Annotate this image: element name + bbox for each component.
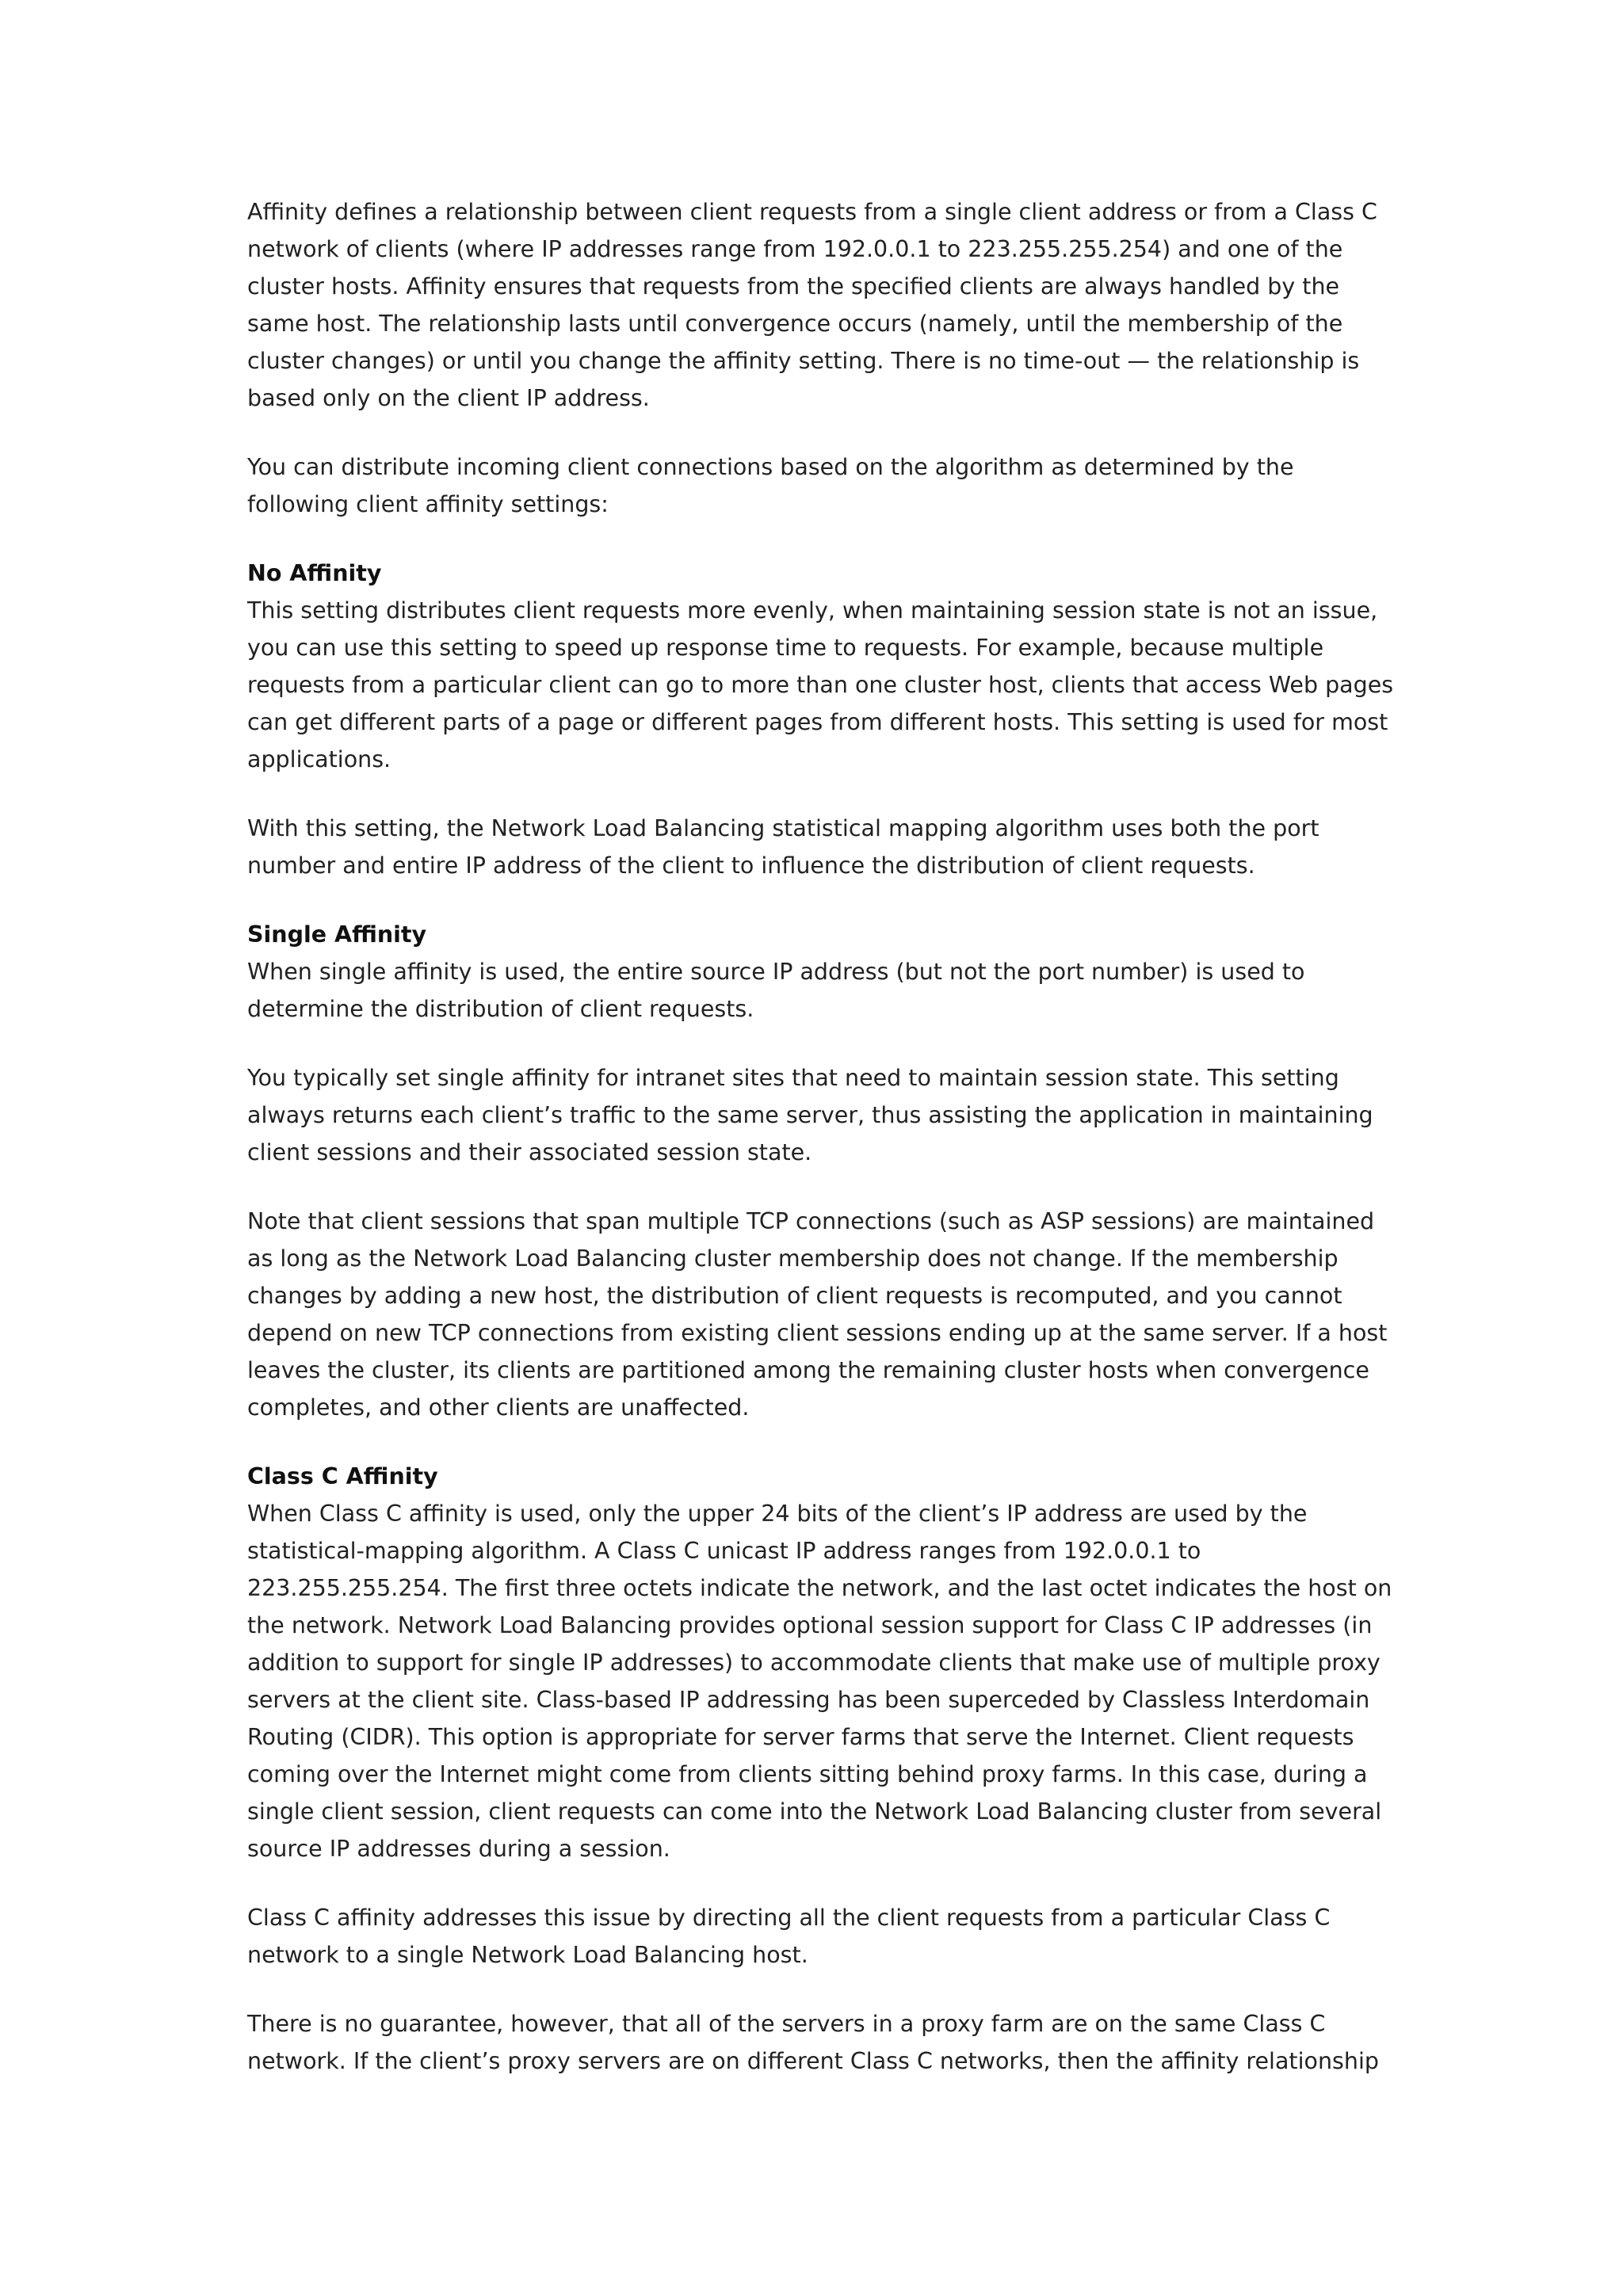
section-heading-no-affinity: No Affinity	[247, 560, 382, 586]
intro-paragraph-1: Affinity defines a relationship between client requests from a single client address or from a Class C network of clients (where IP addresses range from 192.0.0.1 to 223.255.255.254) and one of the cluster hosts. Affinity ensures that requests from the specified clients are always handled by the same host. The relationship lasts until convergence occurs (namely, until the membership of the cluster changes) or until you change the affinity setting. There is no time-out — the relationship is based only on the client IP address.	[247, 199, 1377, 411]
no-affinity-paragraph-1: This setting distributes client requests more evenly, when maintaining session state is not an issue, you can use this setting to speed up response time to requests. For example, because multiple requests from a particular client can go to more than one cluster host, clients that access Web pages can get different parts of a page or different pages from different hosts. This setting is used for most applications.	[247, 597, 1394, 772]
class-c-affinity-paragraph-3: There is no guarantee, however, that all of the servers in a proxy farm are on the same Class C network. If the client’s proxy servers are on different Class C networks, then the affinity relationship	[247, 2011, 1379, 2074]
class-c-affinity-paragraph-1: When Class C affinity is used, only the upper 24 bits of the client’s IP address are used by the statistical-mapping algorithm. A Class C unicast IP address ranges from 192.0.0.1 to 223.255.255.254. The first three octets indicate the network, and the last octet indicates the host on the network. Network Load Balancing provides optional session support for Class C IP addresses (in addition to support for single IP addresses) to accommodate clients that make use of multiple proxy servers at the client site. Class-based IP addressing has been superceded by Classless Interdomain Routing (CIDR). This option is appropriate for server farms that serve the Internet. Client requests coming over the Internet might come from clients sitting behind proxy farms. In this case, during a single client session, client requests can come into the Network Load Balancing cluster from several source IP addresses during a session.	[247, 1501, 1392, 1862]
section-single-affinity	[247, 916, 1395, 1426]
class-c-affinity-paragraph-2: Class C affinity addresses this issue by directing all the client requests from a particular Class C network to a single Network Load Balancing host.	[247, 1905, 1331, 1968]
section-no-affinity	[247, 555, 1395, 884]
single-affinity-paragraph-3: Note that client sessions that span multiple TCP connections (such as ASP sessions) are maintained as long as the Network Load Balancing cluster membership does not change. If the membership changes by adding a new host, the distribution of client requests is recomputed, and you cannot depend on new TCP connections from existing client sessions ending up at the same server. If a host leaves the cluster, its clients are partitioned among the remaining cluster hosts when convergence completes, and other clients are unaffected.	[247, 1208, 1388, 1421]
intro-paragraph-2: You can distribute incoming client connections based on the algorithm as determined by the following client affinity settings:	[247, 454, 1294, 517]
section-class-c-affinity	[247, 1458, 1395, 2080]
single-affinity-paragraph-2: You typically set single affinity for intranet sites that need to maintain session state. This setting always returns each client’s traffic to the same server, thus assisting the application in maintaining client sessions and their associated session state.	[247, 1065, 1373, 1165]
single-affinity-paragraph-1: When single affinity is used, the entire source IP address (but not the port number) is used to determine the distribution of client requests.	[247, 959, 1305, 1022]
document-body	[247, 193, 1395, 2111]
section-heading-class-c-affinity: Class C Affinity	[247, 1463, 438, 1489]
no-affinity-paragraph-2: With this setting, the Network Load Balancing statistical mapping algorithm uses both the port number and entire IP address of the client to influence the distribution of client requests.	[247, 815, 1319, 879]
section-heading-single-affinity: Single Affinity	[247, 921, 427, 948]
